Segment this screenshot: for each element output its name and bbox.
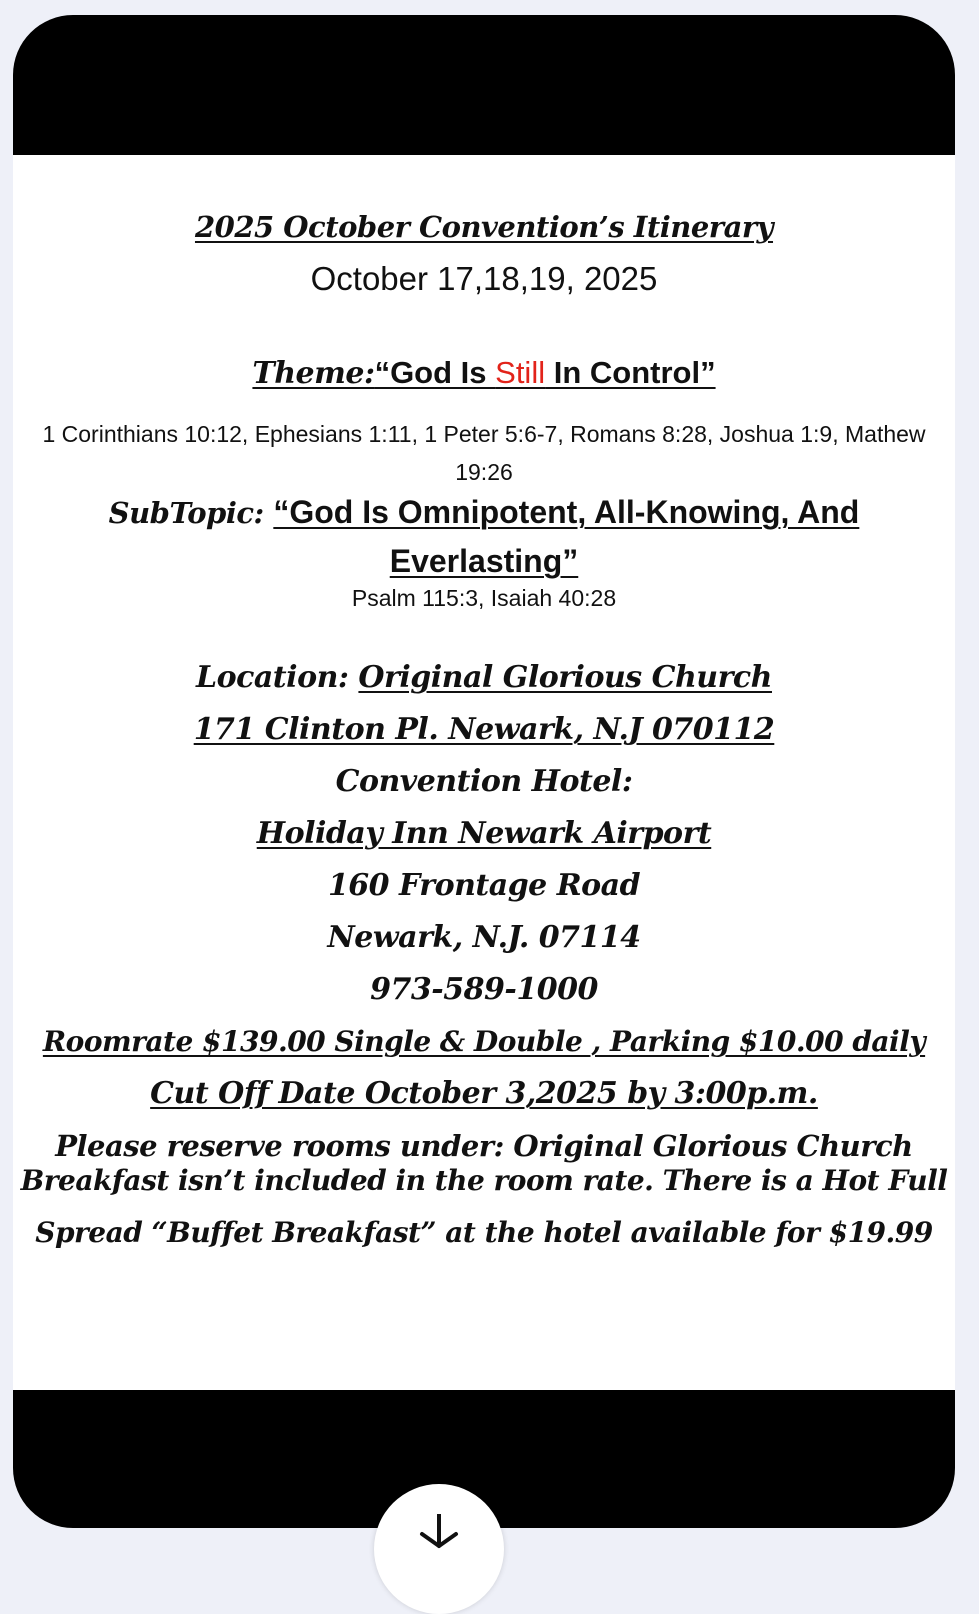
subtopic-text: “God Is Omnipotent, All-Knowing, And Everlasting”	[273, 494, 860, 579]
download-icon	[414, 1514, 464, 1554]
subtopic-row	[13, 488, 955, 586]
reserve-note: Please reserve rooms under: Original Glorious Church	[55, 1129, 913, 1163]
flyer-dates: October 17,18,19, 2025	[310, 260, 658, 297]
hotel-phone: 973-589-1000	[370, 972, 598, 1007]
location-address: 171 Clinton Pl. Newark, N.J 070112	[193, 712, 775, 747]
event-details	[13, 652, 955, 1172]
image-viewer-card	[13, 15, 955, 1528]
location-label: Location:	[196, 660, 349, 695]
hotel-label: Convention Hotel:	[335, 764, 633, 799]
convention-flyer	[13, 155, 955, 1390]
hotel-name: Holiday Inn Newark Airport	[256, 816, 712, 851]
subtopic-label: SubTopic:	[108, 496, 264, 530]
theme-text-post: In Control”	[545, 355, 716, 390]
breakfast-note: Breakfast isn’t included in the room rate. There is a Hot Full Spread “Buffet Breakfast” at the hotel available for $19.99	[20, 1164, 948, 1249]
room-rate: Roomrate $139.00 Single & Double , Parking $10.00 daily	[42, 1025, 926, 1058]
theme-label: Theme:	[252, 356, 375, 391]
theme-text-pre: “God Is	[374, 355, 496, 390]
flyer-title-row	[13, 210, 955, 244]
location-row	[13, 652, 955, 704]
hotel-city: Newark, N.J. 07114	[327, 920, 641, 955]
theme-scripture-refs: 1 Corinthians 10:12, Ephesians 1:11, 1 Peter 5:6-7, Romans 8:28, Joshua 1:9, Mathew 19:26	[42, 421, 926, 485]
theme-row	[13, 355, 955, 391]
location-name: Original Glorious Church	[358, 660, 772, 695]
download-button[interactable]	[374, 1484, 504, 1614]
cutoff-date: Cut Off Date October 3,2025 by 3:00p.m.	[150, 1076, 818, 1111]
hotel-street: 160 Frontage Road	[327, 868, 641, 903]
subtopic-scripture-refs: Psalm 115:3, Isaiah 40:28	[351, 585, 617, 611]
theme-highlight: Still	[495, 355, 546, 390]
flyer-title: 2025 October Convention’s Itinerary	[194, 210, 774, 244]
